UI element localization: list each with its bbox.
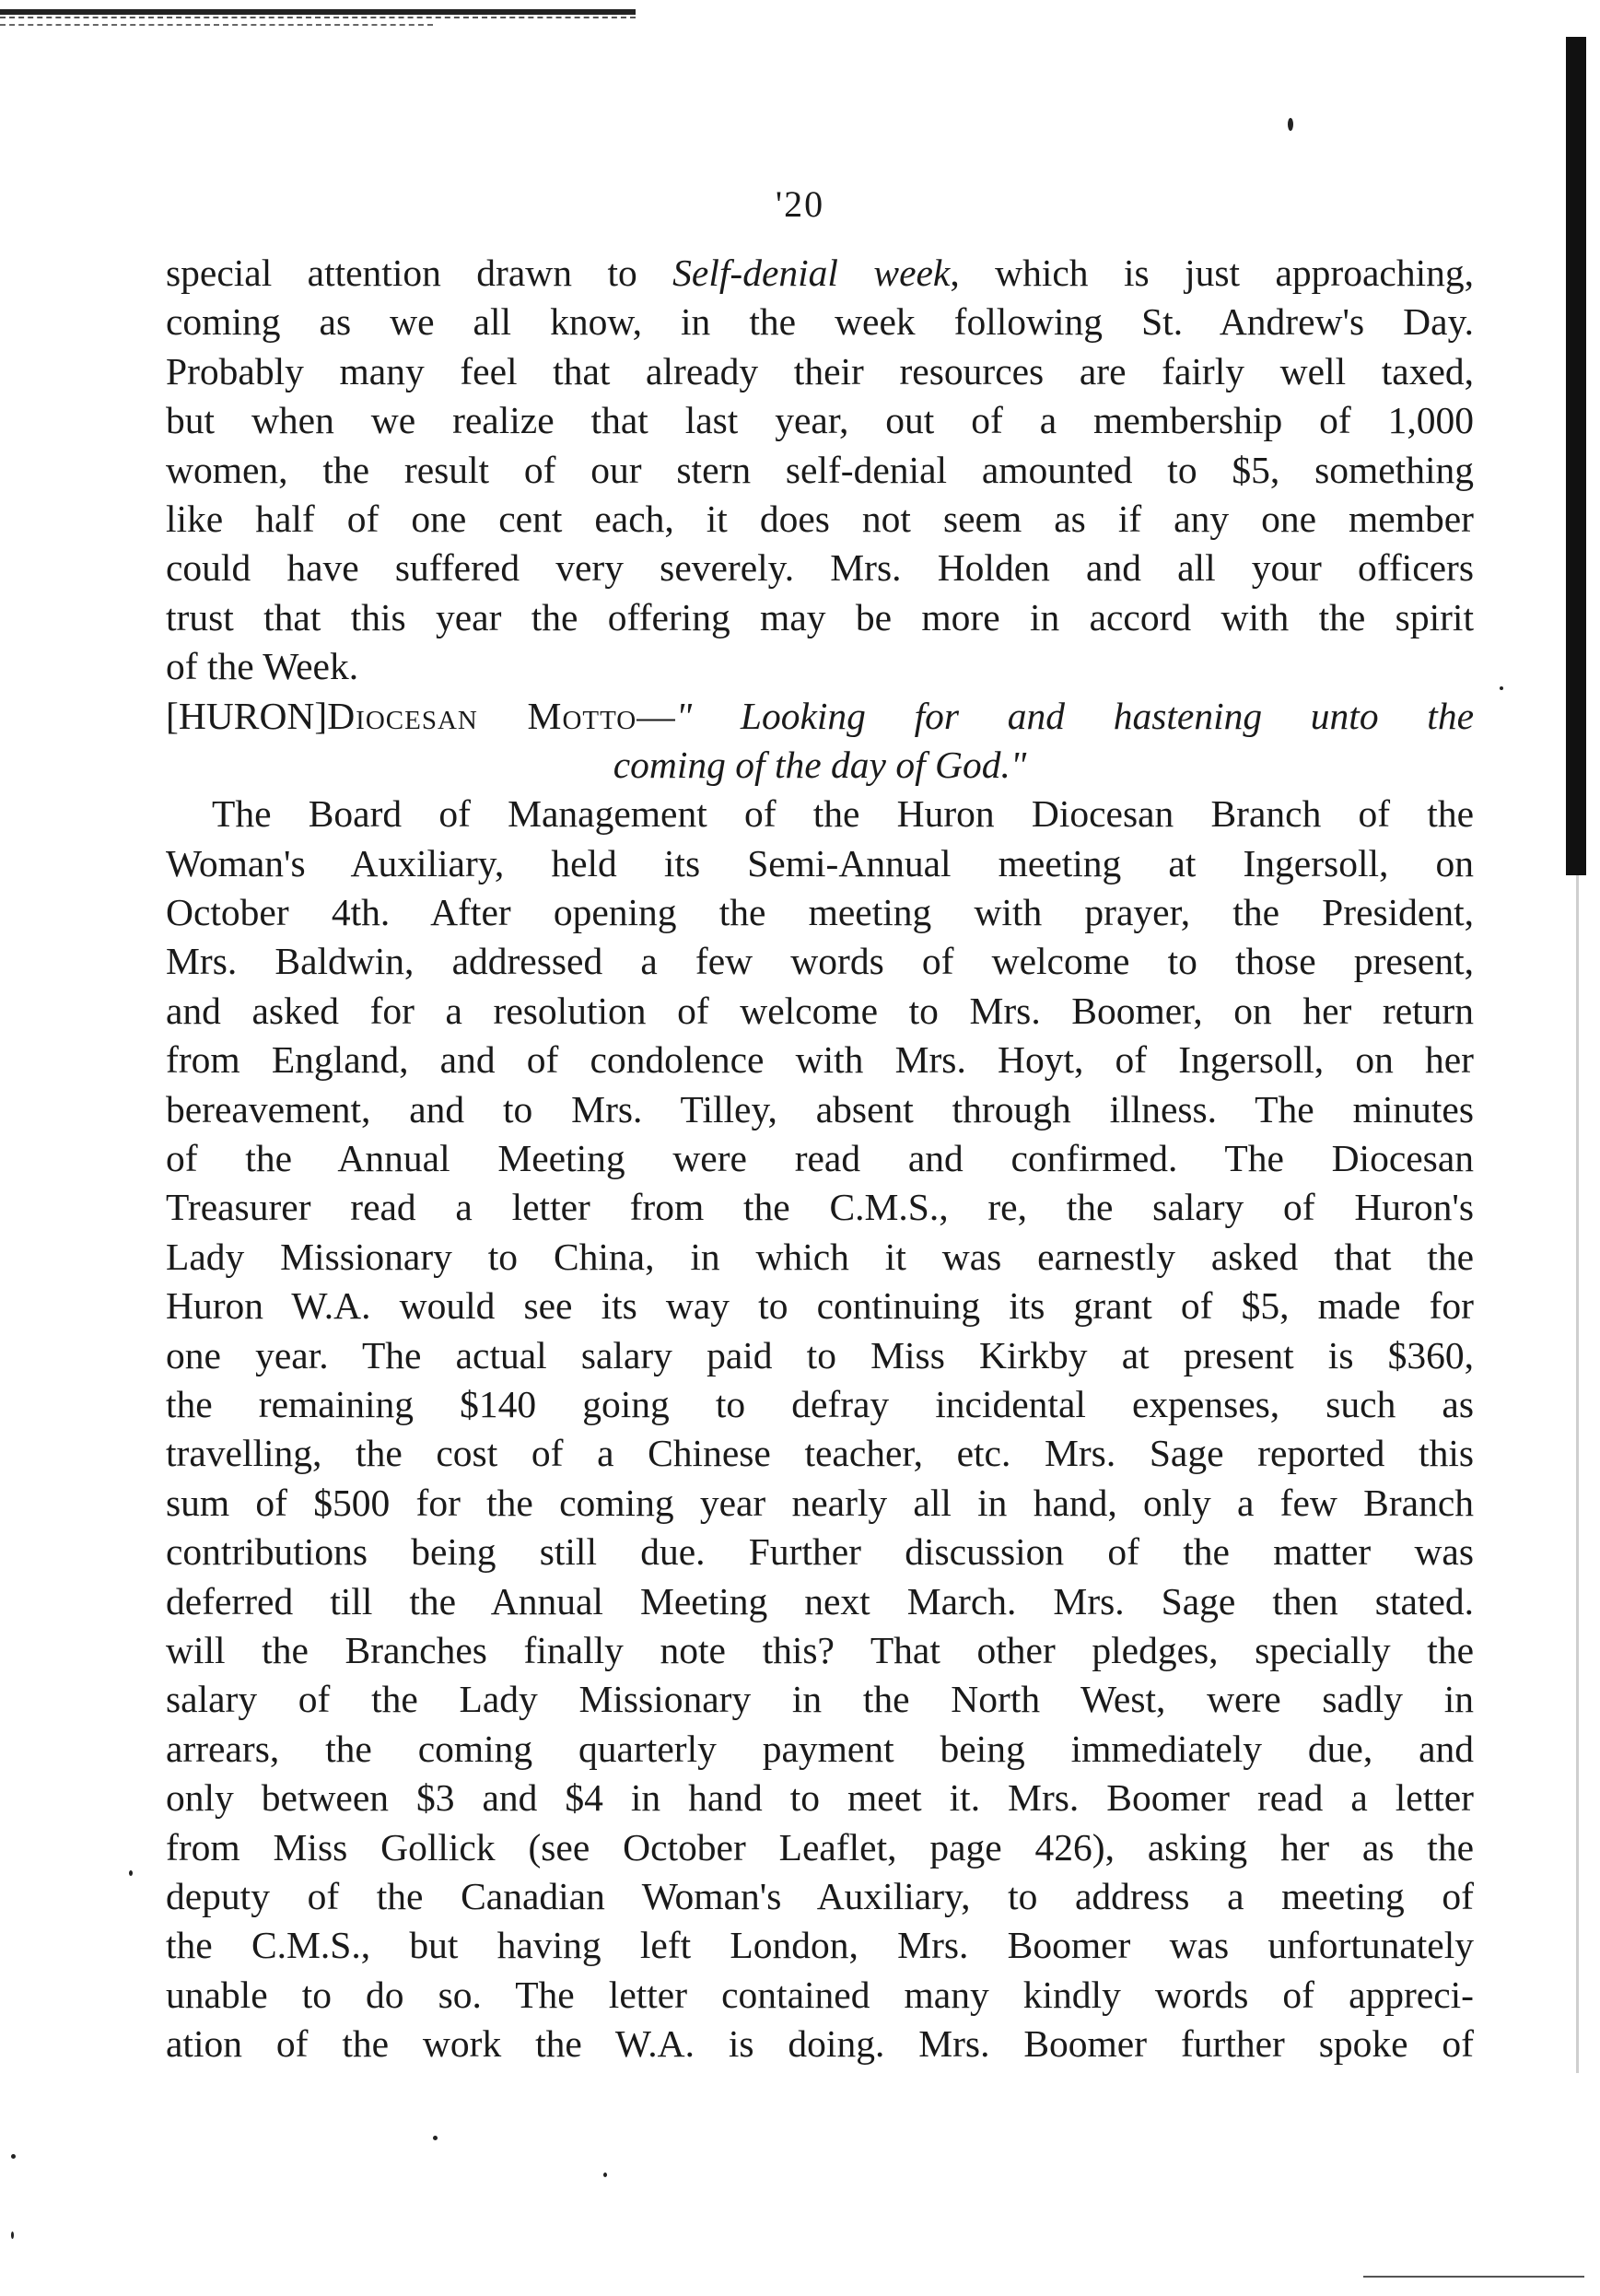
text-line: The Board of Management of the Huron Diocesan Branch of the [212, 792, 1474, 836]
text-line: coming as we all know, in the week following St. Andrew's Day. [166, 300, 1474, 344]
text-line: women, the result of our stern self-denial amounted to $5, something [166, 448, 1474, 491]
scan-edge-shadow [1566, 37, 1586, 875]
text-line: Probably many feel that already their resources are fairly well taxed, [166, 349, 1474, 392]
text-line: contributions being still due. Further discussion of the matter was [166, 1530, 1474, 1574]
text-line: travelling, the cost of a Chinese teacher, etc. Mrs. Sage reported this [166, 1432, 1474, 1475]
text-line: Mrs. Baldwin, addressed a few words of welcome to those present, [166, 940, 1474, 983]
motto-continuation [166, 741, 1474, 790]
italic-phrase: Self-denial week [672, 252, 951, 294]
text-line: deputy of the Canadian Woman's Auxiliary, to address a meeting of [166, 1874, 1474, 1917]
motto-text: " Looking for and hastening unto the [675, 694, 1474, 737]
scan-speck [1288, 118, 1293, 131]
text-line: only between $3 and $4 in hand to meet it. Mrs. Boomer read a letter [166, 1776, 1474, 1820]
scan-speck [11, 2232, 14, 2239]
scan-top-rule [0, 9, 636, 18]
text-line: will the Branches finally note this? That other pledges, specially the [166, 1628, 1474, 1671]
text-line: could have suffered very severely. Mrs. Holden and all your officers [166, 546, 1474, 590]
heading-label: [HURON] [166, 694, 328, 737]
text-line: Treasurer read a letter from the C.M.S., re, the salary of Huron's [166, 1186, 1474, 1229]
scan-speck [11, 2154, 16, 2159]
text-line: trust that this year the offering may be more in accord with the spirit [166, 595, 1474, 638]
text-line: ation of the work the W.A. is doing. Mrs. Boomer further spoke of [166, 2022, 1474, 2066]
text-line: October 4th. After opening the meeting with prayer, the President, [166, 891, 1474, 934]
text-line: arrears, the coming quarterly payment being immediately due, and [166, 1727, 1474, 1770]
text-line: salary of the Lady Missionary in the North West, were sadly in [166, 1678, 1474, 1721]
text-line: of the Annual Meeting were read and confirmed. The Diocesan [166, 1137, 1474, 1180]
text-line: like half of one cent each, it does not seem as if any one member [166, 497, 1474, 540]
scan-top-rule-secondary [0, 24, 433, 26]
text-line: deferred till the Annual Meeting next March. Mrs. Sage then stated. [166, 1579, 1474, 1622]
page-number: '20 [775, 183, 825, 225]
scan-bottom-rule [1363, 2276, 1584, 2278]
text-line: bereavement, and to Mrs. Tilley, absent through illness. The minutes [166, 1087, 1474, 1130]
text-line: sum of $500 for the coming year nearly all in hand, only a few Branch [166, 1481, 1474, 1524]
text-line: from Miss Gollick (see October Leaflet, page 426), asking her as the [166, 1825, 1474, 1868]
text-line: the C.M.S., but having left London, Mrs. Boomer was unfortunately [166, 1924, 1474, 1967]
motto-text-2: coming of the day of God." [613, 743, 1027, 786]
text-line: but when we realize that last year, out of a membership of 1,000 [166, 399, 1474, 442]
text-line: from England, and of condolence with Mrs. Hoyt, of Ingersoll, on her [166, 1038, 1474, 1082]
text-line: Huron W.A. would see its way to continuing its grant of $5, made for [166, 1284, 1474, 1328]
scan-speck [433, 2136, 438, 2140]
scan-speck [603, 2173, 607, 2177]
text-line: the remaining $140 going to defray incidental expenses, such as [166, 1382, 1474, 1425]
line-fragment: , which is just approaching, [950, 252, 1474, 294]
text-line: one year. The actual salary paid to Miss Kirkby at present is $360, [166, 1333, 1474, 1376]
text-line: Woman's Auxiliary, held its Semi-Annual meeting at Ingersoll, on [166, 841, 1474, 884]
text-line: unable to do so. The letter contained many kindly words of appreci- [166, 1973, 1474, 2016]
section-heading [166, 692, 1474, 741]
scan-speck [1500, 686, 1503, 690]
text-line: Lady Missionary to China, in which it was earnestly asked that the [166, 1235, 1474, 1278]
motto-label: Diocesan Motto— [327, 694, 676, 737]
text-line [166, 249, 1474, 298]
scan-edge-line [1576, 875, 1579, 2073]
text-line: and asked for a resolution of welcome to Mrs. Boomer, on her return [166, 989, 1474, 1032]
text-line: of the Week. [166, 645, 359, 688]
line-fragment: special attention drawn to [166, 252, 673, 294]
body-text [166, 249, 1474, 2068]
scan-speck [129, 1870, 133, 1876]
